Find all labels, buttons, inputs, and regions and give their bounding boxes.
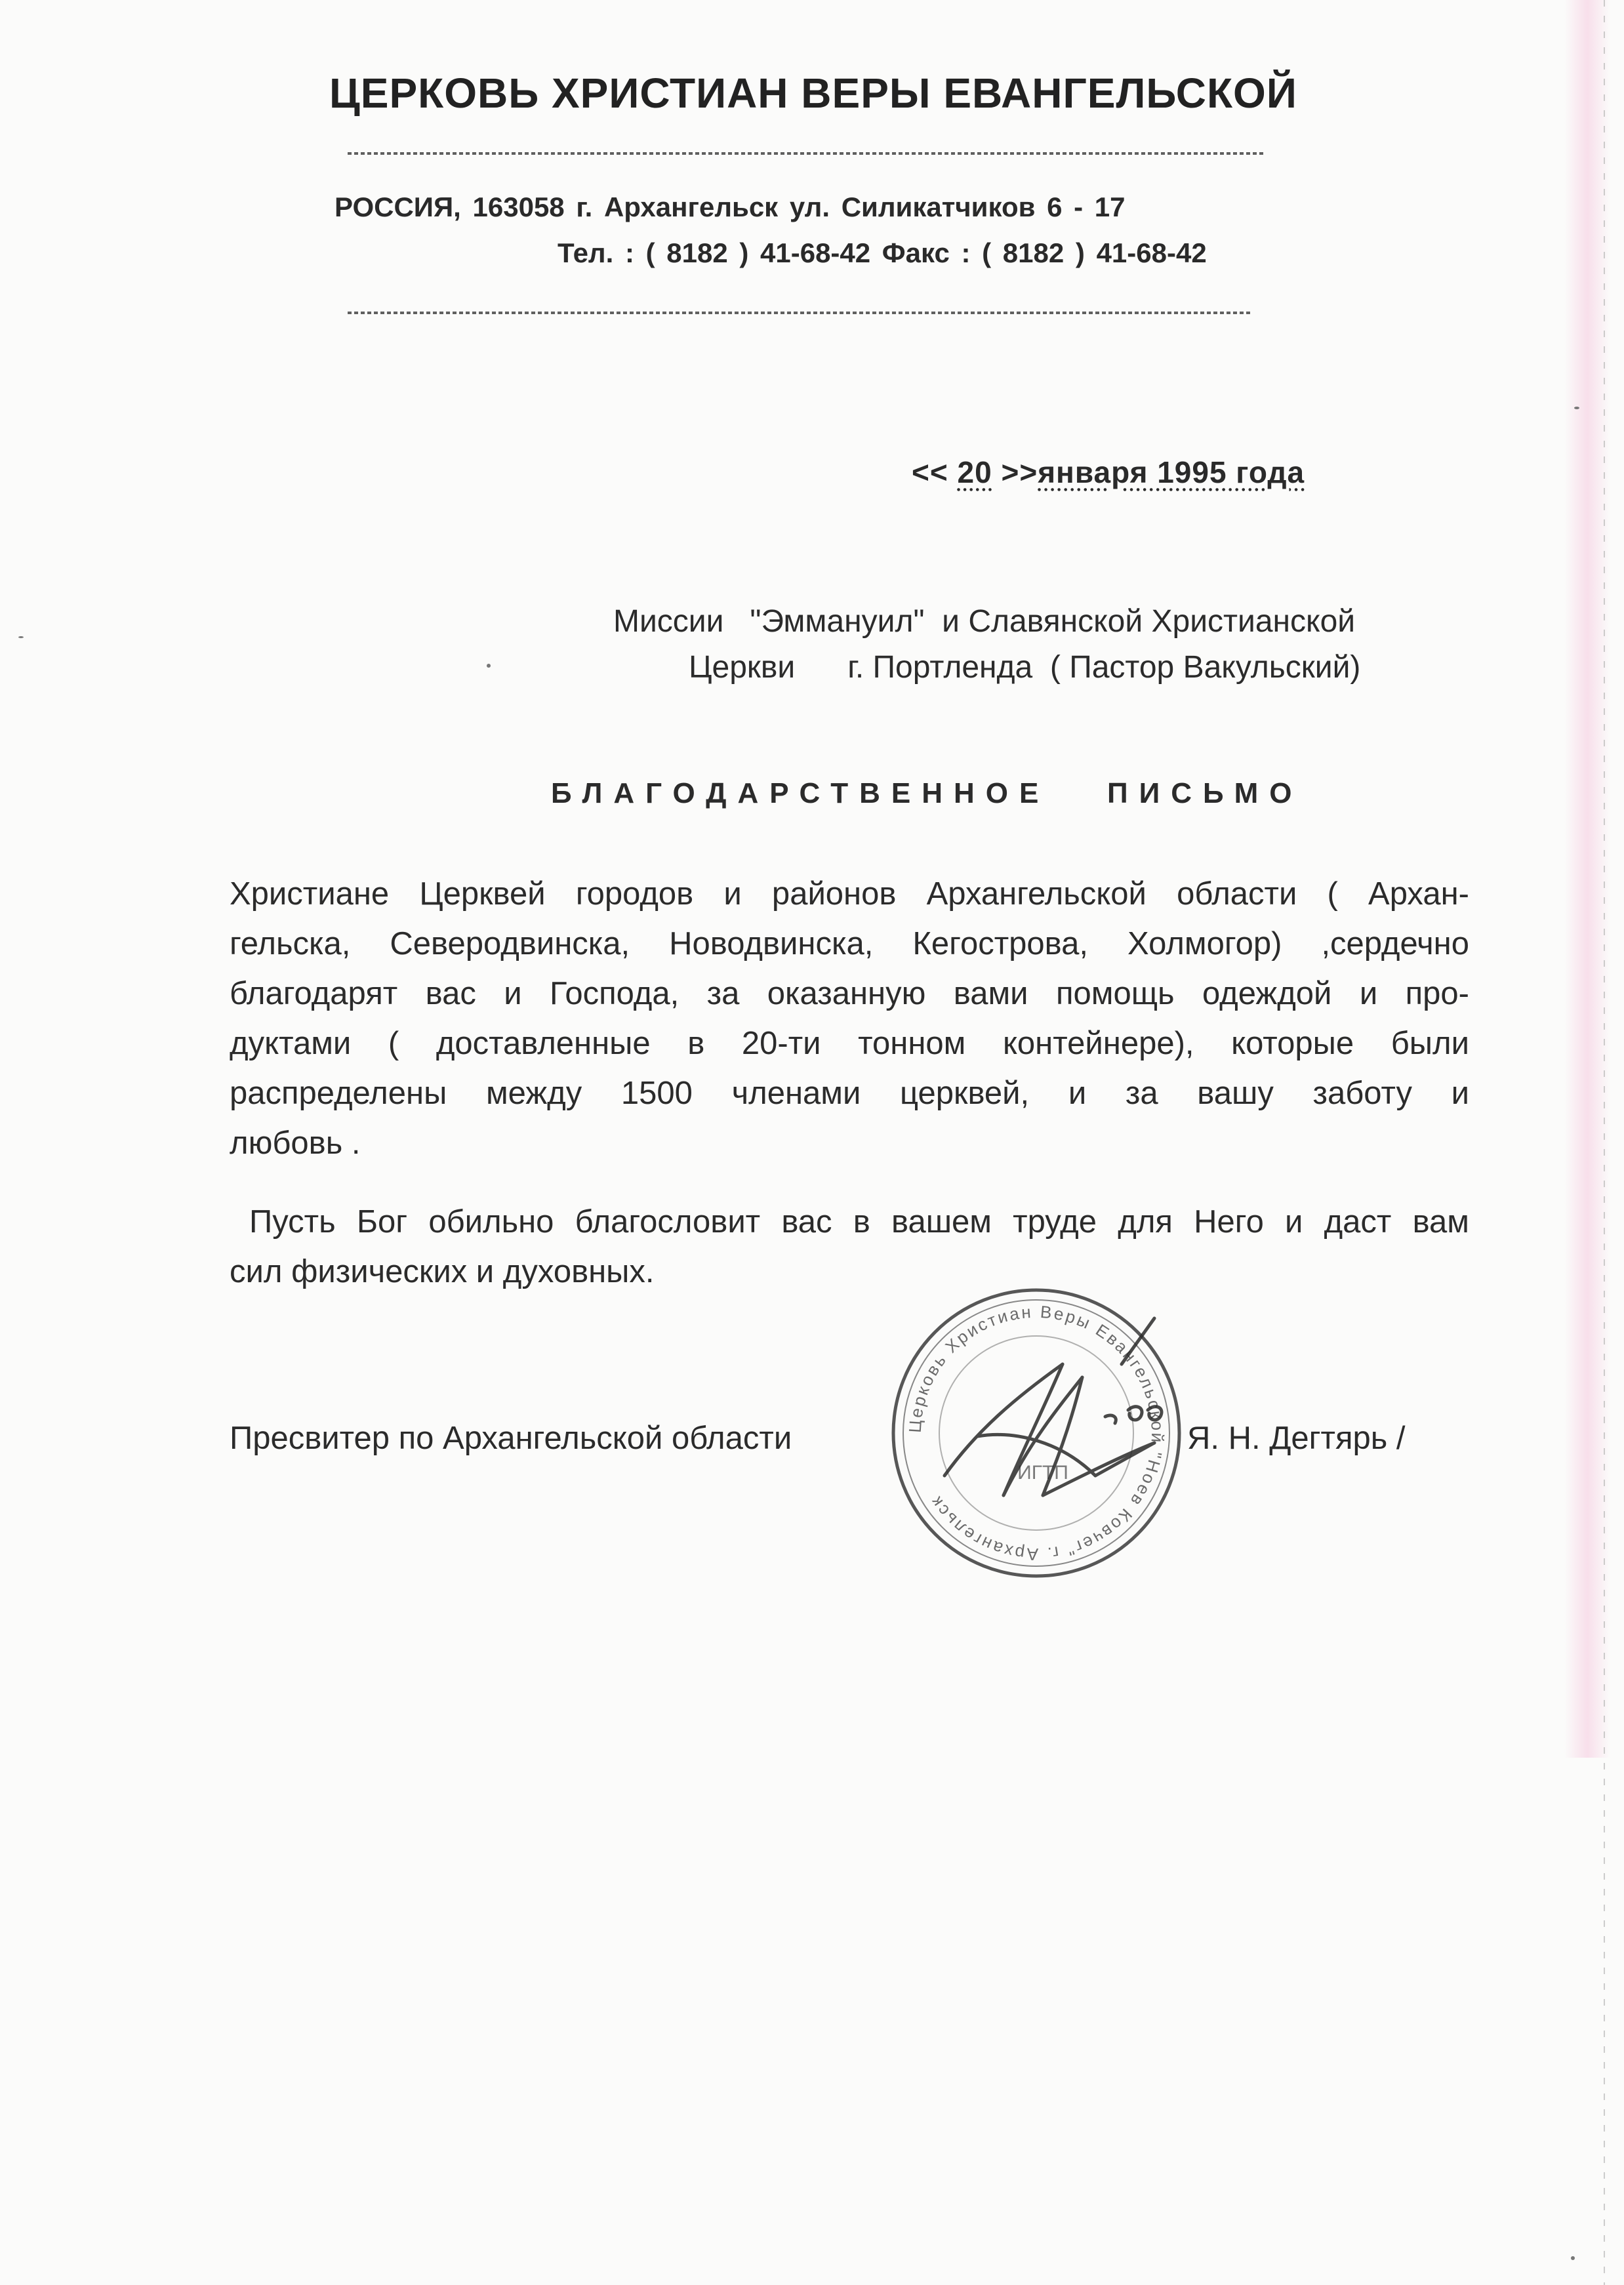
body-line: благодарят вас и Господа, за оказанную вами помощь одеждой и про- [230,976,1469,1011]
header-divider-bottom [348,312,1253,314]
date-month-year: января 1995 года [1038,455,1305,489]
scan-speck [1571,2256,1575,2260]
body-line: Христиане Церквей городов и районов Архангельской области ( Архан- [230,876,1469,912]
date-day: 20 [957,455,992,489]
organization-address: РОССИЯ, 163058 г. Архангельск ул. Силикатчиков 6 - 17 [335,192,1126,222]
letter-title: БЛАГОДАРСТВЕННОЕ ПИСЬМО [551,777,1303,809]
church-seal-stamp [846,1279,1227,1587]
letter-body [230,869,1469,1168]
letter-date [912,455,1305,490]
blessing-line: сил физических и духовных. [230,1254,655,1289]
organization-contacts: Тел. : ( 8182 ) 41-68-42 Факс : ( 8182 ) 41-68-42 [558,237,1207,268]
recipient-line-2: Церкви г. Портленда ( Пастор Вакульский) [689,650,1361,685]
date-open-quote: << [912,455,948,489]
organization-name: ЦЕРКОВЬ ХРИСТИАН ВЕРЫ ЕВАНГЕЛЬСКОЙ [329,70,1297,117]
seal-center-text: ИГТП [1017,1462,1068,1484]
signatory-role: Пресвитер по Архангельской области [230,1421,792,1456]
scan-speck [18,636,24,638]
seal-ring-text: Церковь Христиан Веры Евангельской "Ноев Ковчег" г. Архангельск [904,1301,1168,1565]
scan-speck [1574,407,1579,409]
recipient-line-1: Миссии "Эммануил" и Славянской Христианской [613,604,1356,639]
body-line: распределены между 1500 членами церквей, и за вашу заботу и [230,1076,1469,1111]
body-line: дуктами ( доставленные в 20-ти тонном контейнере), которые были [230,1026,1469,1061]
body-line: любовь . [230,1125,361,1161]
body-line: гельска, Северодвинска, Новодвинска, Кегострова, Холмогор) ,сердечно [230,926,1469,961]
header-divider-top [348,152,1266,155]
date-close-quote: >> [1001,455,1038,489]
blessing-line: Пусть Бог обильно благословит вас в вашем труде для Него и даст вам [249,1204,1469,1240]
signatory-name: Я. Н. Дегтярь / [1187,1421,1406,1456]
scan-speck [487,664,491,668]
scan-edge [1604,0,1605,2285]
